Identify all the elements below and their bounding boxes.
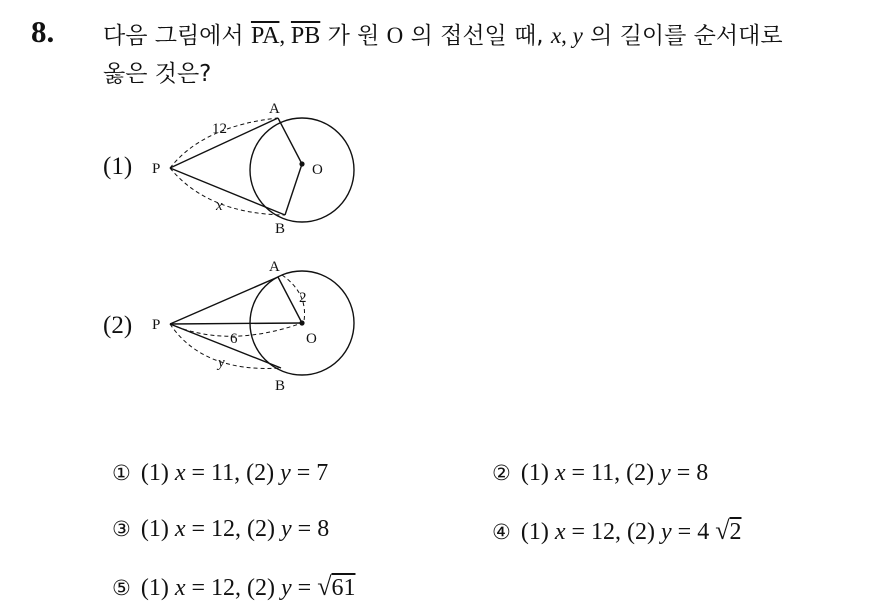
choice-1-var-x: x [174, 460, 186, 486]
question-stem [103, 17, 783, 93]
var-sep: , [561, 23, 573, 48]
fig2-label-o: O [306, 331, 317, 347]
choice-5-mark: ⑤ [112, 576, 131, 600]
figure2-label: (2) [103, 312, 133, 339]
choice-4-part1: (1) [520, 519, 549, 545]
stem-line-1 [103, 17, 783, 55]
choice-3-var-x: x [174, 516, 186, 542]
choice-2-part2: (2) [626, 460, 655, 486]
fig1-center-dot [299, 161, 304, 166]
segment-pa: $\overline{PA}$ [250, 23, 280, 49]
choice-4-sqrt: √2 [715, 516, 742, 545]
choice-3-part2: (2) [247, 516, 275, 542]
stem-pre: 다음 그림에서 [103, 23, 251, 49]
stem-mid: 가 원 [320, 23, 387, 49]
choice-5-sqrt: √61 [317, 572, 356, 601]
fig2-tangent-pb [170, 324, 281, 368]
var-x: x [550, 23, 562, 48]
choice-4-radicand: 2 [729, 519, 742, 545]
choice-5-var-x: x [174, 575, 186, 601]
fig2-label-p: P [152, 317, 161, 333]
choice-5-radicand: 61 [331, 575, 356, 601]
choice-1-part2: (2) [246, 460, 275, 486]
choice-3[interactable] [112, 516, 329, 543]
choice-3-mark: ③ [112, 517, 131, 541]
choice-4-var-y: y [661, 519, 672, 545]
fig2-label-b: B [275, 378, 286, 394]
segment-pb: $\overline{PB}$ [290, 23, 321, 49]
choice-4[interactable] [492, 516, 741, 546]
fig2-label-a: A [269, 259, 280, 275]
fig2-segment-po [170, 323, 302, 324]
choice-3-value-y: = 8 [291, 516, 330, 542]
figure1-diagram [148, 98, 368, 243]
choice-2-value-y: = 8 [670, 460, 709, 486]
fig1-label-a: A [269, 101, 280, 117]
var-y: y [572, 23, 583, 48]
fig1-label-b: B [275, 221, 286, 237]
choice-1-value-y: = 7 [290, 460, 329, 486]
choice-1-mark: ① [112, 461, 131, 485]
choice-5-value-y: = [291, 575, 318, 601]
choice-4-value-y: = 4 [671, 519, 710, 545]
stem-post: 의 길이를 순서대로 [582, 23, 783, 49]
choice-5-var-y: y [281, 575, 292, 601]
fig1-radius-ob [285, 164, 302, 215]
choice-1-value-x: = 11, [185, 460, 247, 486]
choice-3-part1: (1) [140, 516, 169, 542]
choice-5-value-x: = 12, [185, 575, 248, 601]
choice-4-part2: (2) [627, 519, 655, 545]
choice-2-var-x: x [554, 460, 566, 486]
choice-5-part2: (2) [247, 575, 275, 601]
choice-4-mark: ④ [492, 520, 511, 544]
stem-mid2: 의 접선일 때, [403, 23, 551, 49]
fig1-radius-oa [278, 118, 302, 164]
fig2-tangent-pa [170, 277, 278, 324]
choice-1-part1: (1) [140, 460, 169, 486]
circle-name: O [386, 23, 404, 48]
choice-2-value-x: = 11, [565, 460, 627, 486]
fig2-length-ao: 2 [299, 290, 307, 306]
fig2-length-pb: y [218, 355, 225, 371]
choice-2-part1: (1) [520, 460, 549, 486]
fig2-length-po: 6 [230, 331, 238, 347]
figure1-label: (1) [103, 153, 133, 180]
figure2-diagram [148, 255, 368, 400]
choice-1[interactable] [112, 460, 328, 487]
choice-2-var-y: y [660, 460, 671, 486]
choice-4-value-x: = 12, [565, 519, 628, 545]
choice-5-part1: (1) [140, 575, 169, 601]
stem-comma: , [279, 23, 291, 48]
choice-3-var-y: y [281, 516, 292, 542]
stem-line-2: 옳은 것은? [103, 61, 212, 87]
fig1-length-pb: x [216, 198, 223, 214]
choice-2[interactable] [492, 460, 708, 487]
fig1-length-pa: 12 [212, 121, 227, 137]
choice-3-value-x: = 12, [185, 516, 248, 542]
fig1-label-p: P [152, 161, 161, 177]
choice-4-var-x: x [554, 519, 566, 545]
choice-2-mark: ② [492, 461, 511, 485]
fig2-center-dot [299, 320, 304, 325]
question-number: 8. [31, 14, 55, 49]
fig1-tangent-pb [170, 168, 285, 215]
fig1-label-o: O [312, 162, 323, 178]
choice-5[interactable] [112, 572, 355, 602]
choice-1-var-y: y [280, 460, 291, 486]
